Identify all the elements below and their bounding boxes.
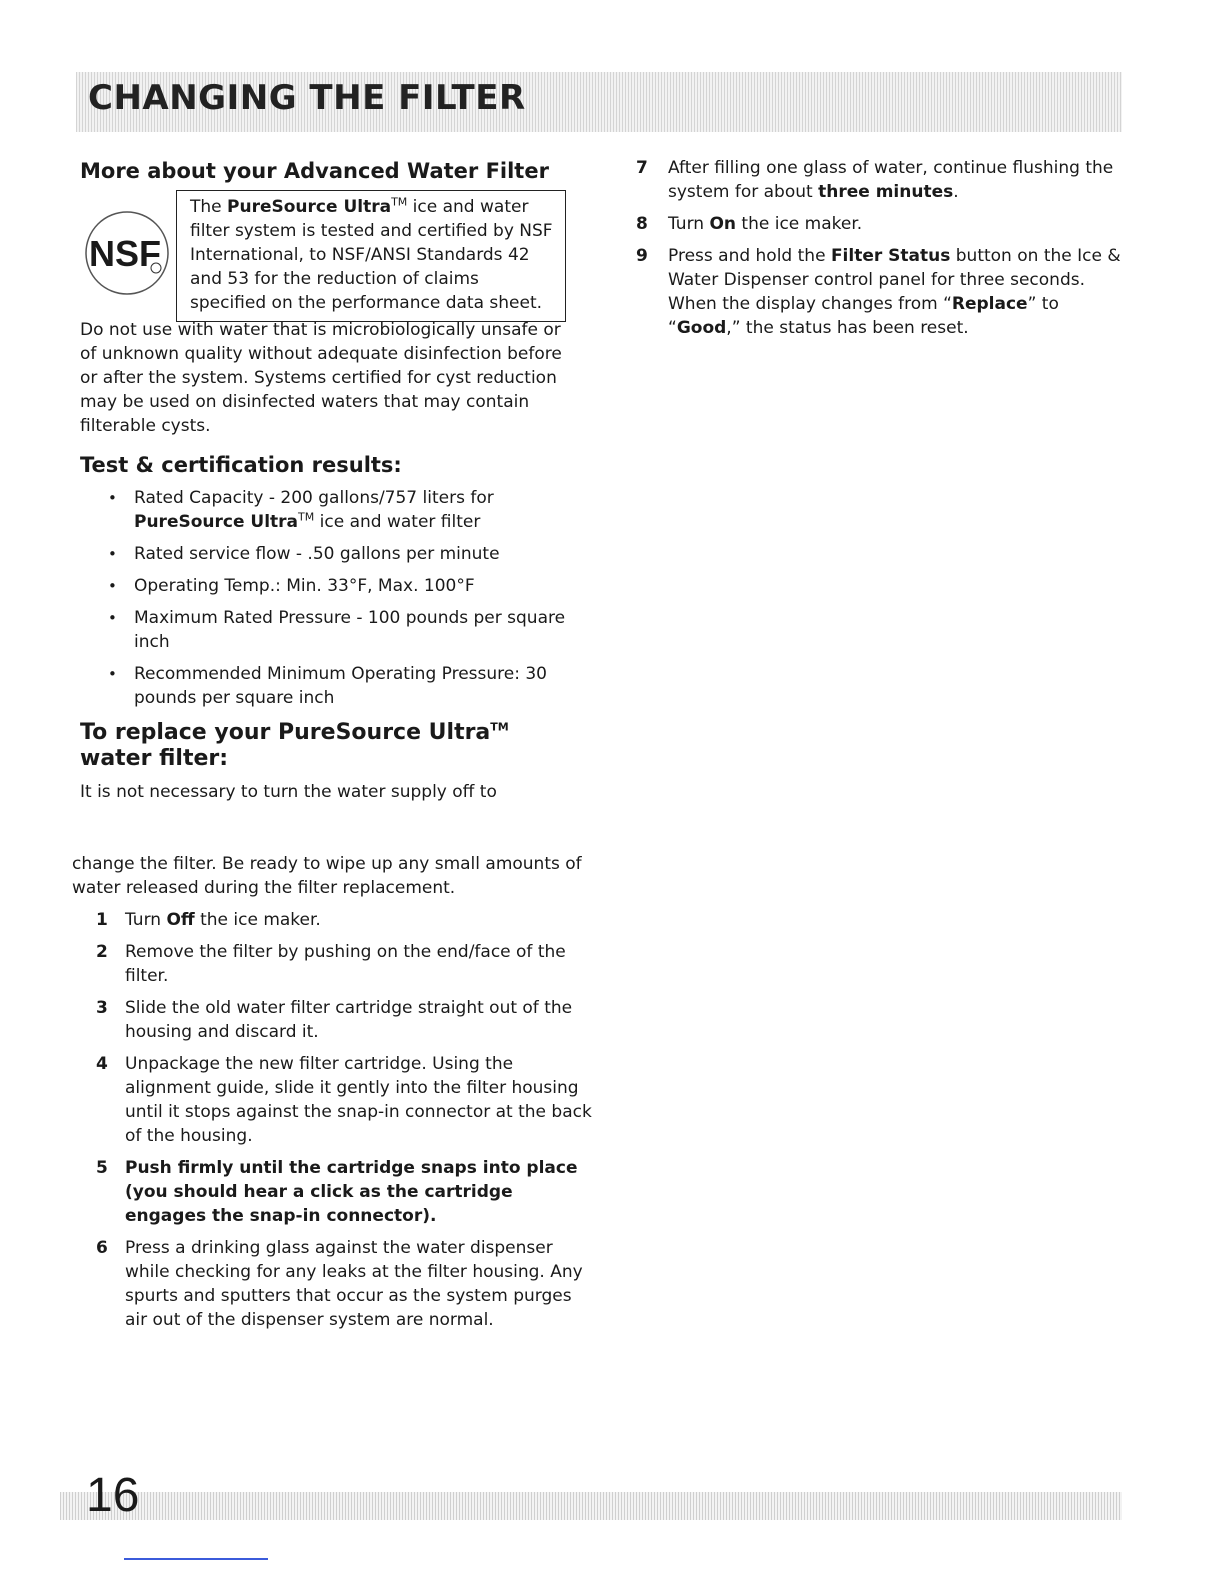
nsf-logo-text: NSF <box>89 233 161 274</box>
nsf-section <box>80 190 580 324</box>
list-item: • Operating Temp.: Min. 33°F, Max. 100°F <box>80 574 580 598</box>
section-banner <box>76 72 1122 132</box>
results-list <box>80 486 580 710</box>
step-2: 2 Remove the filter by pushing on the end/face of the filter. <box>96 942 566 986</box>
replace-intro-a: It is not necessary to turn the water supply off to <box>80 782 497 802</box>
replace-intro-b: change the filter. Be ready to wipe up any small amounts of water released during the filter replacement. <box>72 854 582 898</box>
step-7: 7 After filling one glass of water, continue flushing the system for about three minutes. <box>636 158 1114 202</box>
nsf-logo-icon <box>84 210 170 296</box>
step-3: 3 Slide the old water filter cartridge straight out of the housing and discard it. <box>96 998 573 1042</box>
page-number: 16 <box>86 1469 140 1522</box>
link-underline <box>124 1558 268 1560</box>
box-rest: ice and water filter system is tested and certified by NSF International, to NSF/ANSI Standards 42 and 53 for the reduction of claims specified on the performance data sheet. <box>190 197 553 313</box>
steps-lower <box>72 852 592 1340</box>
box-pre: The <box>190 197 228 217</box>
replace-heading: To replace your PureSource Ultra™ water filter: <box>80 720 509 771</box>
box-brand: PureSource Ultra <box>227 197 392 217</box>
page-title: CHANGING THE FILTER <box>88 78 526 118</box>
results-heading: Test & certification results: <box>80 453 402 477</box>
step-6: 6 Press a drinking glass against the water dispenser while checking for any leaks at the filter housing. Any spurts and sputters that occur as the system purges air out of the dispenser system are normal. <box>96 1238 583 1330</box>
list-item: • Maximum Rated Pressure - 100 pounds per square inch <box>80 606 580 654</box>
warning-text: Do not use with water that is microbiologically unsafe or of unknown quality without adequate disinfection before or after the system. Systems certified for cyst reduction may be used on disinfected waters that may contain filterable cysts. <box>80 320 562 436</box>
step-8: 8 Turn On the ice maker. <box>636 214 863 234</box>
footer-bar <box>60 1492 1122 1520</box>
steps-list-continued <box>636 156 1126 340</box>
step-1: 1 Turn Off the ice maker. <box>96 910 321 930</box>
certification-box <box>176 190 566 322</box>
box-tm: TM <box>391 195 408 209</box>
right-column <box>636 156 1126 348</box>
left-column <box>80 158 580 804</box>
list-item: • Recommended Minimum Operating Pressure: 30 pounds per square inch <box>80 662 580 710</box>
list-item: • Rated Capacity - 200 gallons/757 liters for PureSource Ultra™ ice and water filter <box>80 486 580 534</box>
steps-list <box>72 908 592 1332</box>
list-item: • Rated service flow - .50 gallons per minute <box>80 542 580 566</box>
about-heading: More about your Advanced Water Filter <box>80 159 549 183</box>
step-4: 4 Unpackage the new filter cartridge. Using the alignment guide, slide it gently into the filter housing until it stops against the snap-in connector at the back of the housing. <box>96 1054 592 1146</box>
step-9: 9 Press and hold the Filter Status button on the Ice & Water Dispenser control panel for three seconds. When the display changes from “Replace” to “Good,” the status has been reset. <box>636 246 1121 338</box>
step-5: 5 Push firmly until the cartridge snaps into place (you should hear a click as the cartridge engages the snap-in connector). <box>96 1158 578 1226</box>
